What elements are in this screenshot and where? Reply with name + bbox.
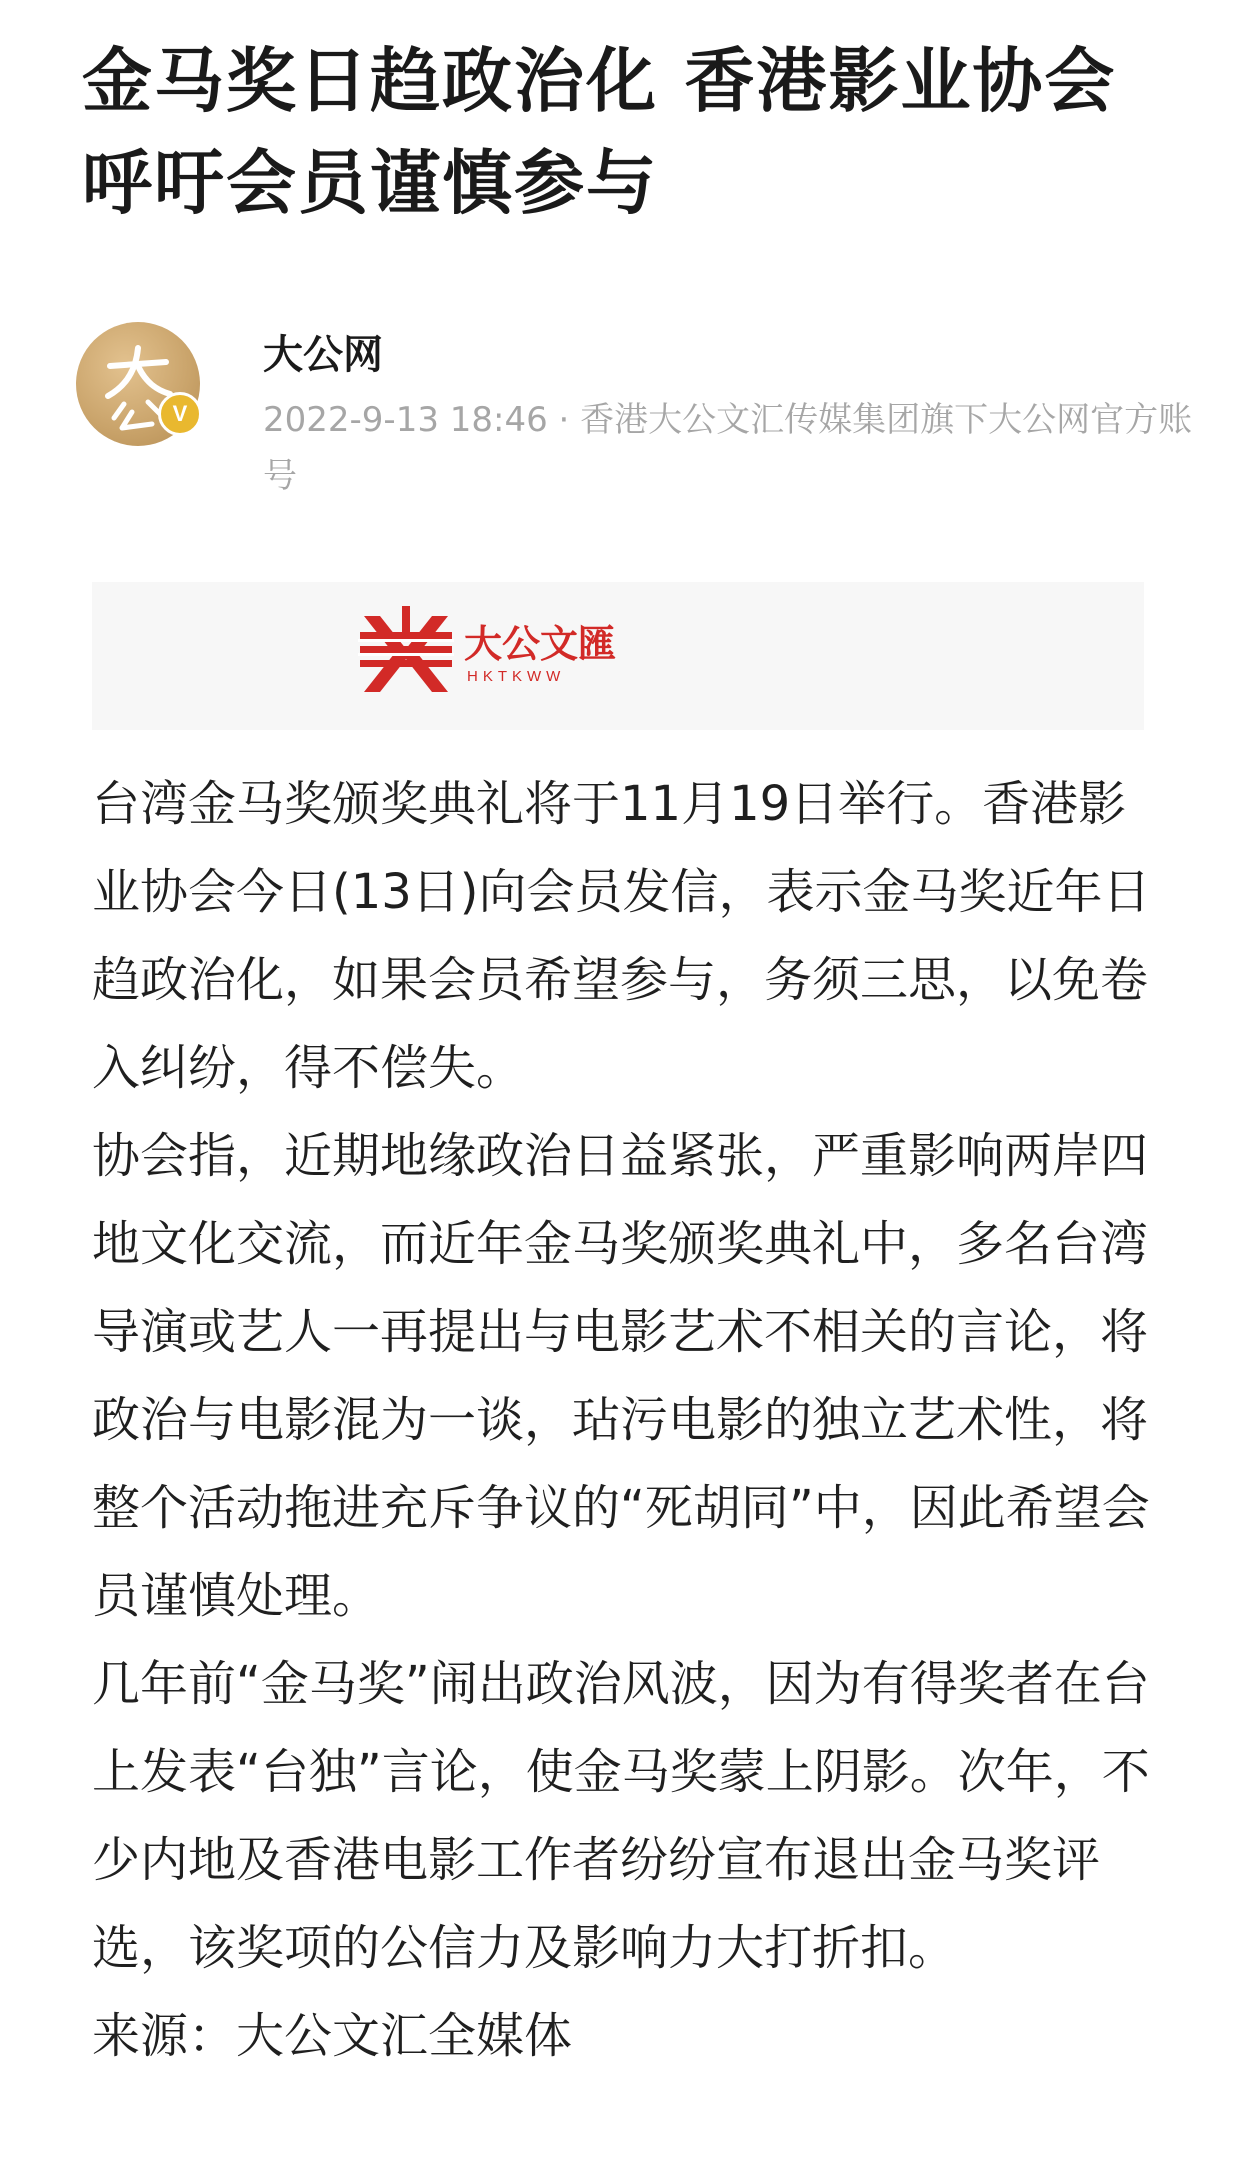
author-avatar[interactable]	[76, 322, 200, 446]
banner-brand-cn: 大公文匯	[464, 621, 617, 666]
paragraph: 几年前“金马奖”闹出政治风波，因为有得奖者在台上发表“台独”言论，使金马奖蒙上阴影。次年，不少内地及香港电影工作者纷纷宣布退出金马奖评选，该奖项的公信力及影响力大打折扣。	[92, 1656, 1150, 1976]
paragraph: 协会指，近期地缘政治日益紧张，严重影响两岸四地文化交流，而近年金马奖颁奖典礼中，多名台湾导演或艺人一再提出与电影艺术不相关的言论，将政治与电影混为一谈，玷污电影的独立艺术性，将整个活动拖进充斥争议的“死胡同”中，因此希望会员谨慎处理。	[92, 1128, 1150, 1624]
article-title: 金马奖日趋政治化 香港影业协会呼吁会员谨慎参与	[82, 40, 1117, 224]
author-card[interactable]	[76, 322, 1193, 502]
banner-brand-en: HKTKWW	[467, 668, 566, 685]
paragraph: 台湾金马奖颁奖典礼将于11月19日举行。香港影业协会今日(13日)向会员发信，表示金马奖近年日趋政治化，如果会员希望参与，务须三思，以免卷入纠纷，得不偿失。	[92, 776, 1151, 1096]
author-meta: 2022-9-13 18:46 · 香港大公文汇传媒集团旗下大公网官方账号	[263, 400, 1193, 496]
article-body	[92, 760, 1152, 2080]
article-banner-image	[92, 582, 1144, 730]
author-name[interactable]: 大公网	[263, 332, 383, 378]
tkww-logo-icon	[358, 606, 454, 702]
source-line: 来源：大公文汇全媒体	[92, 2008, 573, 2064]
verified-badge-icon: V	[158, 392, 202, 436]
